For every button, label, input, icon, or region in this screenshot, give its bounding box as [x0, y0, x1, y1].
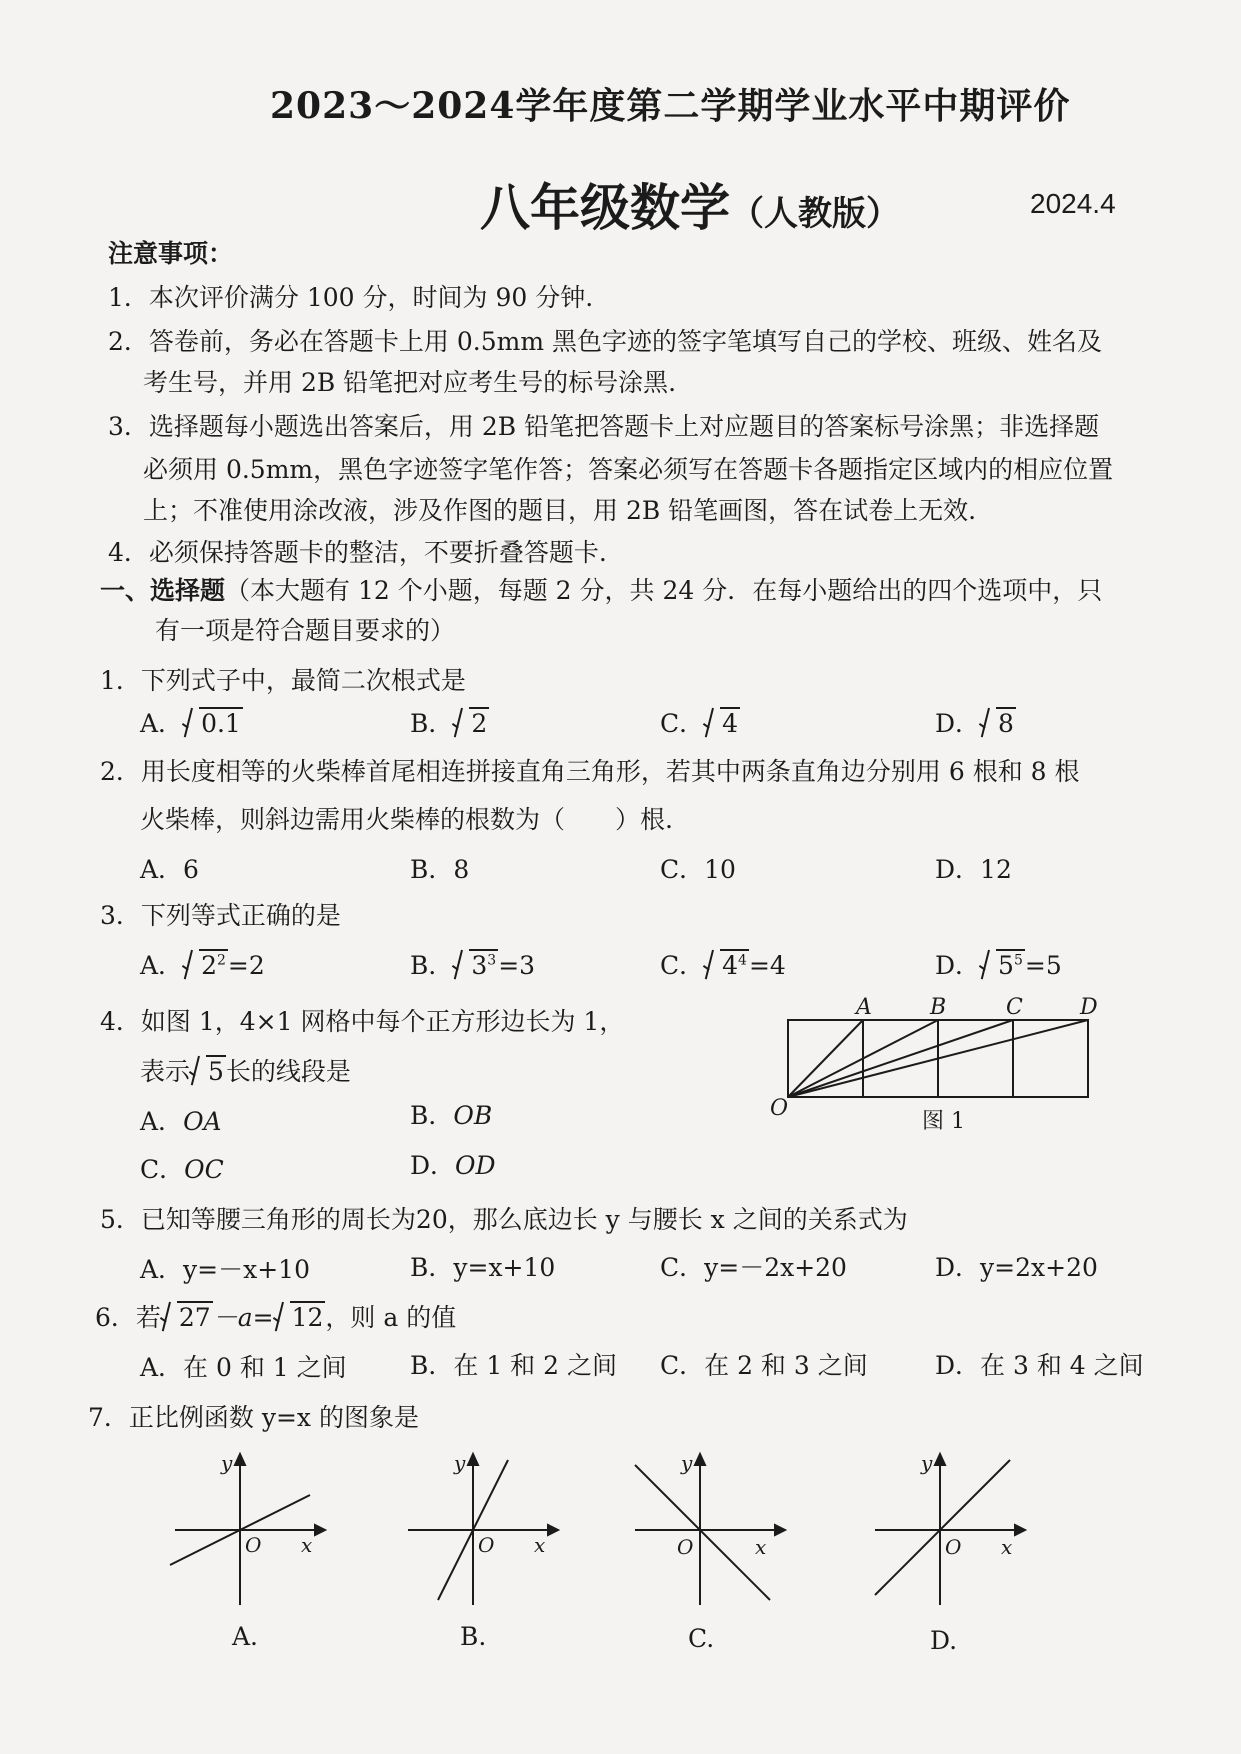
sqrt-sign [183, 951, 228, 980]
q4-b-label: B． [410, 1101, 454, 1130]
q1-d-radicand: 8 [998, 709, 1014, 738]
q4-c-value: OC [184, 1155, 224, 1184]
segment-oa [788, 1020, 863, 1097]
x-arrow-icon [1015, 1525, 1025, 1535]
q1-c-radicand: 4 [722, 709, 739, 738]
q4-c-label: C． [140, 1155, 185, 1184]
exam-title: 2023～2024学年度第二学期学业水平中期评价 [270, 85, 1071, 127]
note-line-1: 1．本次评价满分 100 分，时间为 90 分钟. [108, 283, 594, 312]
function-line [635, 1465, 770, 1600]
q5-stem: 5．已知等腰三角形的周长为20，那么底边长 y 与腰长 x 之间的关系式为 [100, 1205, 908, 1234]
q3-option-d[interactable] [935, 946, 1062, 982]
q7-option-b[interactable]: B. [460, 1622, 487, 1651]
sqrt-sign [980, 709, 1016, 738]
q6-radicand-1: 27 [178, 1303, 211, 1332]
q3-a-radicand [199, 949, 228, 980]
y-arrow-icon [235, 1454, 245, 1465]
origin-label: O [677, 1535, 694, 1559]
q6-stem-pre: 6．若 [95, 1303, 161, 1332]
point-c-label: C [1006, 995, 1023, 1020]
q1-option-d[interactable] [935, 704, 1016, 740]
x-arrow-icon [548, 1525, 558, 1535]
q1-b-radicand: 2 [471, 709, 488, 738]
notes-heading: 注意事项： [108, 239, 234, 268]
q2-option-d[interactable]: D．12 [935, 855, 1012, 884]
q6-stem-mid: －a= [212, 1303, 274, 1332]
q4-option-d[interactable] [410, 1146, 496, 1182]
q4-stem-2-pre: 表示 [140, 1057, 191, 1086]
section1-heading-line [100, 571, 1102, 607]
note-line-6: 上；不准使用涂改液，涉及作图的题目，用 2B 铅笔画图，答在试卷上无效. [143, 496, 977, 525]
q4-option-c[interactable] [140, 1150, 224, 1186]
q3-b-label: B． [410, 951, 454, 980]
q3-option-b[interactable] [410, 946, 535, 982]
sqrt-sign [190, 1057, 226, 1086]
q3-b-exp: 3 [487, 952, 497, 969]
sqrt-sign [274, 1303, 326, 1332]
q3-b-base: 3 [471, 951, 488, 980]
q4-radicand: 5 [208, 1057, 224, 1086]
q2-option-b[interactable]: B．8 [410, 855, 470, 884]
q4-d-label: D． [410, 1151, 456, 1180]
sqrt-sign [704, 709, 740, 738]
q6-stem-post: ，则 a 的值 [325, 1303, 457, 1332]
q7-stem: 7．正比例函数 y=x 的图象是 [88, 1403, 419, 1432]
section1-desc-2: 有一项是符合题目要求的） [155, 616, 456, 645]
q5-option-a[interactable]: A．y=－x+10 [140, 1255, 310, 1284]
q7-graph-a[interactable] [165, 1450, 345, 1610]
q6-option-b[interactable]: B．在 1 和 2 之间 [410, 1351, 617, 1380]
q4-option-b[interactable] [410, 1096, 492, 1132]
x-arrow-icon [775, 1525, 785, 1535]
figure-1-grid [760, 990, 1100, 1140]
q3-d-base: 5 [998, 951, 1014, 980]
q1-d-label: D． [935, 709, 981, 738]
q5-option-d[interactable]: D．y=2x+20 [935, 1253, 1098, 1282]
q1-stem: 1．下列式子中，最简二次根式是 [100, 666, 466, 695]
sqrt-sign [183, 709, 243, 738]
q6-option-c[interactable]: C．在 2 和 3 之间 [660, 1351, 868, 1380]
q1-a-label: A． [140, 709, 184, 738]
q3-option-c[interactable] [660, 946, 786, 982]
q1-option-b[interactable] [410, 704, 489, 740]
x-label: x [534, 1533, 546, 1557]
q4-stem-2 [140, 1052, 351, 1088]
point-a-label: A [856, 995, 872, 1020]
q3-a-base: 2 [201, 951, 217, 980]
q3-a-label: A． [140, 951, 184, 980]
x-label: x [301, 1533, 313, 1557]
y-label: y [681, 1451, 693, 1475]
section1-heading: 一、选择题 [100, 576, 226, 605]
y-arrow-icon [695, 1454, 705, 1465]
q5-option-b[interactable]: B．y=x+10 [410, 1253, 556, 1282]
q2-option-c[interactable]: C．10 [660, 855, 736, 884]
note-line-4: 3．选择题每小题选出答案后，用 2B 铅笔把答题卡上对应题目的答案标号涂黑；非选择题 [108, 412, 1100, 441]
y-arrow-icon [935, 1454, 945, 1465]
q6-radicand-2: 12 [291, 1303, 324, 1332]
q4-a-value: OA [183, 1107, 222, 1136]
exam-date: 2024.4 [1030, 188, 1116, 219]
q6-option-d[interactable]: D．在 3 和 4 之间 [935, 1351, 1144, 1380]
q3-stem: 3．下列等式正确的是 [100, 901, 341, 930]
q1-option-a[interactable] [140, 704, 243, 740]
subject-name: 八年级数学 [480, 178, 730, 237]
q4-stem-1: 4．如图 1，4×1 网格中每个正方形边长为 1， [100, 1007, 625, 1036]
note-line-2: 2．答卷前，务必在答题卡上用 0.5mm 黑色字迹的签字笔填写自己的学校、班级、姓名及 [108, 327, 1102, 356]
q1-option-c[interactable] [660, 704, 740, 740]
note-line-3: 考生号，并用 2B 铅笔把对应考生号的标号涂黑. [143, 368, 677, 397]
q3-c-rhs: =4 [748, 951, 786, 980]
q3-d-exp: 5 [1013, 952, 1023, 969]
note-line-7: 4．必须保持答题卡的整洁，不要折叠答题卡. [108, 538, 607, 567]
q3-d-radicand [996, 949, 1025, 980]
point-o-label: O [770, 1096, 789, 1121]
section1-desc-1: （本大题有 12 个小题，每题 2 分，共 24 分．在每小题给出的四个选项中，只 [225, 576, 1103, 605]
sqrt-sign [704, 951, 749, 980]
q3-b-rhs: =3 [498, 951, 536, 980]
q1-a-radicand: 0.1 [201, 709, 241, 738]
q3-b-radicand [469, 949, 498, 980]
q3-d-rhs: =5 [1024, 951, 1062, 980]
sqrt-sign [453, 951, 498, 980]
q5-option-c[interactable]: C．y=－2x+20 [660, 1253, 847, 1282]
y-arrow-icon [468, 1454, 478, 1465]
q7-option-d[interactable]: D. [930, 1626, 958, 1655]
x-label: x [755, 1535, 767, 1559]
x-label: x [1001, 1535, 1013, 1559]
q6-stem [95, 1298, 456, 1334]
q1-c-label: C． [660, 709, 705, 738]
origin-label: O [945, 1535, 962, 1559]
y-label: y [221, 1451, 233, 1475]
sqrt-sign [453, 709, 489, 738]
q3-option-a[interactable] [140, 946, 265, 982]
sqrt-sign [980, 951, 1025, 980]
q4-a-label: A． [140, 1107, 184, 1136]
q3-a-rhs: =2 [227, 951, 265, 980]
q6-option-a[interactable]: A．在 0 和 1 之间 [140, 1353, 347, 1382]
edition-label: （人教版） [730, 194, 900, 234]
q7-option-a[interactable]: A. [232, 1622, 259, 1651]
figure-1-caption: 图 1 [922, 1109, 965, 1134]
subject-title [480, 168, 900, 240]
q3-c-base: 4 [722, 951, 739, 980]
q7-option-c[interactable]: C. [688, 1624, 715, 1653]
sqrt-sign [161, 1303, 213, 1332]
q2-stem-1: 2．用长度相等的火柴棒首尾相连拼接直角三角形，若其中两条直角边分别用 6 根和 8 根 [100, 757, 1080, 786]
note-line-5: 必须用 0.5mm，黑色字迹签字笔作答；答案必须写在答题卡各题指定区域内的相应位置 [143, 455, 1114, 484]
q3-c-exp: 4 [738, 952, 747, 969]
q3-d-label: D． [935, 951, 981, 980]
q4-d-value: OD [455, 1151, 496, 1180]
q4-option-a[interactable] [140, 1102, 222, 1138]
x-arrow-icon [315, 1525, 325, 1535]
q7-graph-b[interactable] [398, 1450, 578, 1610]
q7-graph-c[interactable] [625, 1450, 805, 1610]
q3-c-radicand [720, 949, 749, 980]
q3-a-exp: 2 [216, 952, 226, 969]
q3-c-label: C． [660, 951, 705, 980]
q4-b-value: OB [453, 1101, 493, 1130]
q2-option-a[interactable]: A．6 [140, 855, 199, 884]
q4-stem-2-post: 长的线段是 [225, 1057, 351, 1086]
point-b-label: B [930, 995, 947, 1020]
y-label: y [921, 1451, 933, 1475]
origin-label: O [245, 1533, 262, 1557]
function-line [875, 1460, 1013, 1595]
y-label: y [454, 1451, 466, 1475]
q1-b-label: B． [410, 709, 454, 738]
origin-label: O [478, 1533, 495, 1557]
point-d-label: D [1080, 995, 1098, 1020]
segment-oc [788, 1020, 1013, 1097]
q7-graph-d[interactable] [865, 1450, 1045, 1610]
q2-stem-2: 火柴棒，则斜边需用火柴棒的根数为（ ）根. [140, 805, 673, 834]
